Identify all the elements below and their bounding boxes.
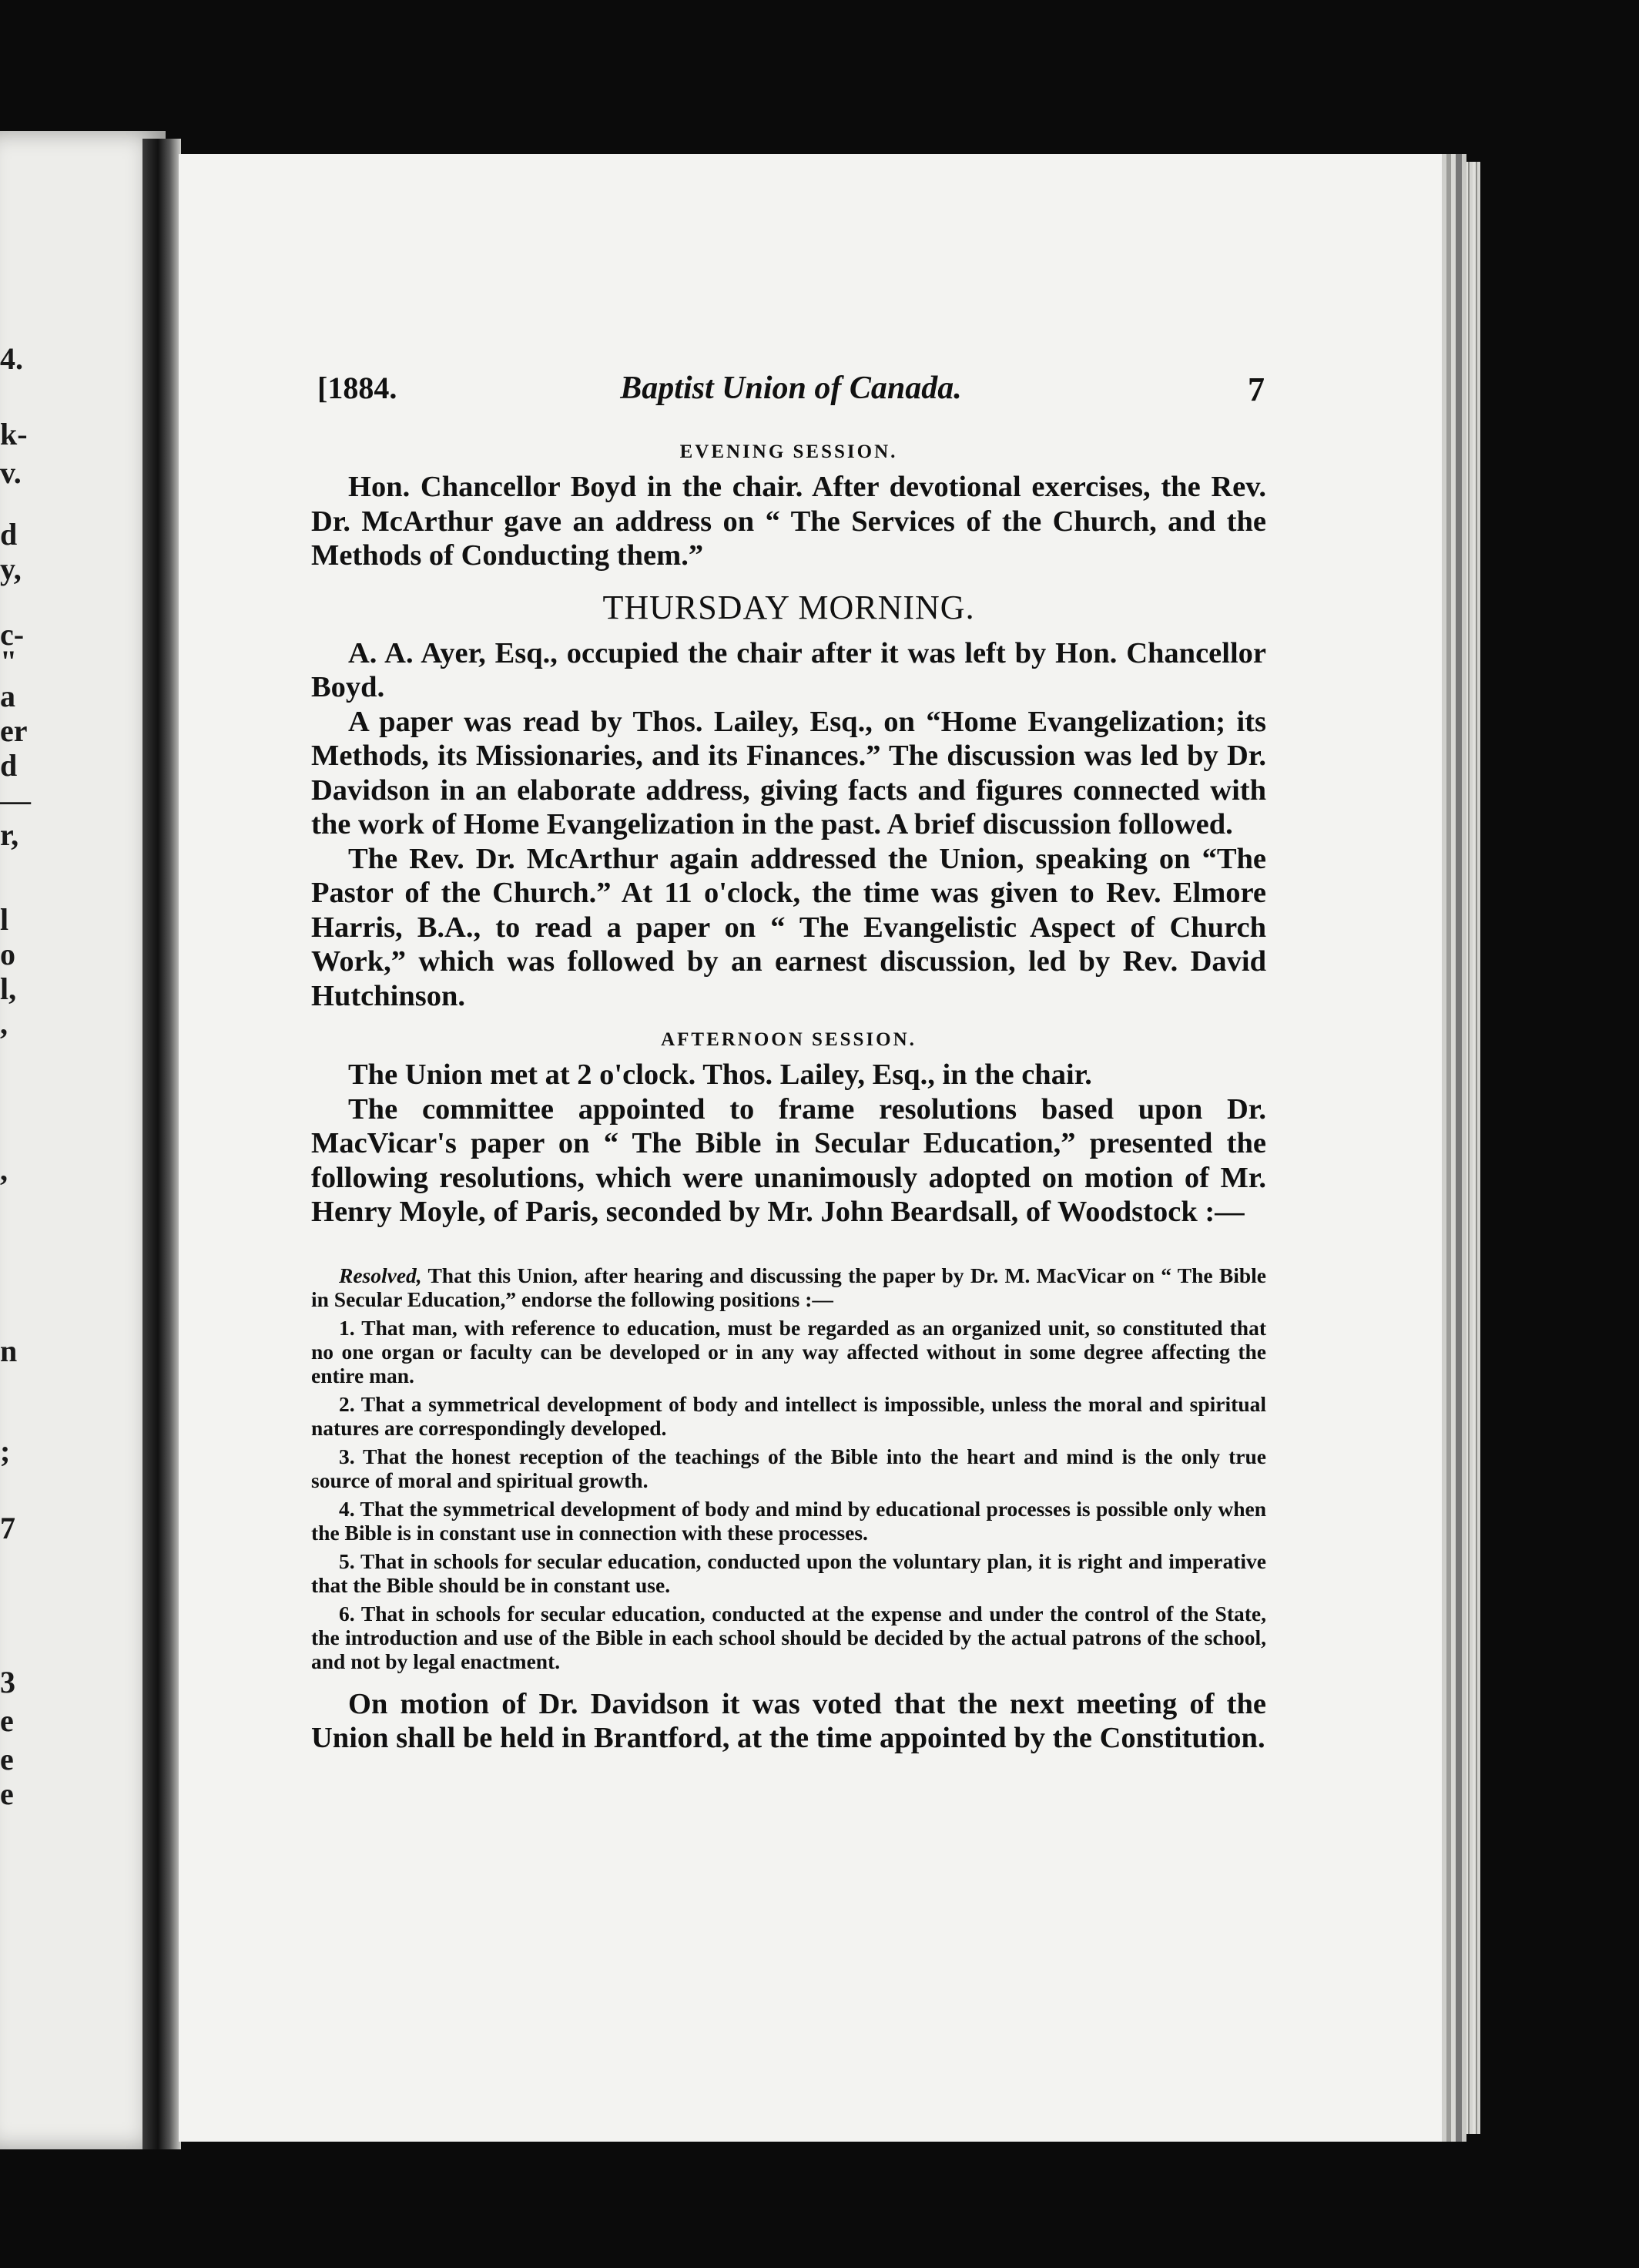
left-fragment: e bbox=[0, 1703, 14, 1738]
book-gutter bbox=[142, 139, 181, 2149]
thursday-paragraph-3: The Rev. Dr. McArthur again addressed the Union, speaking on “The Pastor of the Church.” At 11 o'clock, the time was given to Rev. Elmore Harris, B.A., to read a paper on “ The Evangelistic Aspect of Church Work,” which was followed by an earnest discussion, led by Rev. David Hutchinson. bbox=[311, 842, 1266, 1012]
left-fragment: " bbox=[0, 644, 18, 679]
resolution-item: 1. That man, with reference to education, must be regarded as an organized unit, so constituted that no one organ or faculty can be developed or in any way affected without in some degree affecting the entire man. bbox=[311, 1315, 1266, 1387]
page-edges bbox=[1442, 162, 1480, 2134]
resolution-item: 5. That in schools for secular education, conducted upon the voluntary plan, it is right and imperative that the Bible should be in constant use. bbox=[311, 1548, 1266, 1597]
left-fragment: e bbox=[0, 1776, 14, 1811]
left-fragment: ; bbox=[0, 1434, 11, 1468]
left-fragment: — bbox=[0, 783, 31, 817]
left-fragment: l, bbox=[0, 971, 17, 1006]
left-fragment: e bbox=[0, 1742, 14, 1776]
left-fragment: , bbox=[0, 1152, 8, 1187]
left-fragment: v. bbox=[0, 455, 22, 490]
thursday-morning-heading: THURSDAY MORNING. bbox=[602, 588, 975, 626]
left-fragment: c- bbox=[0, 617, 25, 652]
evening-session-text: Hon. Chancellor Boyd in the chair. After devotional exercises, the Rev. Dr. McArthur gave an address on “ The Services of the Church, and the Methods of Conducting them.” bbox=[311, 471, 1266, 572]
resolution-item: 3. That the honest reception of the teachings of the Bible into the heart and mind is the only true source of moral and spiritual growth. bbox=[311, 1444, 1266, 1492]
left-fragment: a bbox=[0, 679, 15, 713]
left-fragment: o bbox=[0, 937, 15, 971]
left-fragment: 7 bbox=[0, 1511, 15, 1545]
afternoon-session-heading: AFTERNOON SESSION. bbox=[661, 1029, 917, 1050]
left-fragment: 4. bbox=[0, 341, 23, 376]
afternoon-paragraph-2: The committee appointed to frame resolutions based upon Dr. MacVicar's paper on “ The Bible in Secular Education,” presented the following resolutions, which were unanimously adopted on motion of Mr. Henry Moyle, of Paris, seconded by Mr. John Beardsall, of Woodstock :— bbox=[311, 1092, 1266, 1228]
header-title: Baptist Union of Canada. bbox=[620, 371, 962, 406]
page-body bbox=[311, 439, 1266, 1756]
left-fragment: er bbox=[0, 713, 28, 748]
page-number: 7 bbox=[1248, 371, 1265, 408]
previous-page-edge bbox=[0, 131, 166, 2149]
resolution-intro-text: That this Union, after hearing and discussing the paper by Dr. M. MacVicar on “ The Bible in Secular Education,” endorse the following positions :— bbox=[311, 1263, 1266, 1311]
left-fragment: n bbox=[0, 1334, 18, 1368]
closing-paragraph: On motion of Dr. Davidson it was voted that the next meeting of the Union shall be held in Brantford, at the time appointed by the Constitution. bbox=[311, 1687, 1266, 1754]
left-fragment: d bbox=[0, 748, 18, 783]
left-fragment: k- bbox=[0, 417, 28, 451]
running-header bbox=[317, 370, 1265, 416]
left-fragment: l bbox=[0, 902, 9, 937]
resolution-item: 4. That the symmetrical development of body and mind by educational processes is possible only when the Bible is in constant use in connection with these processes. bbox=[311, 1496, 1266, 1545]
evening-session-heading: EVENING SESSION. bbox=[679, 441, 898, 462]
thursday-paragraph-1: A. A. Ayer, Esq., occupied the chair after it was left by Hon. Chancellor Boyd. bbox=[311, 636, 1266, 703]
left-fragment: r, bbox=[0, 817, 19, 852]
resolution-item: 2. That a symmetrical development of body and intellect is impossible, unless the moral and spiritual natures are correspondingly developed. bbox=[311, 1391, 1266, 1440]
left-fragment: 3 bbox=[0, 1665, 15, 1699]
left-fragment: d bbox=[0, 517, 18, 552]
afternoon-paragraph-1: The Union met at 2 o'clock. Thos. Lailey, Esq., in the chair. bbox=[348, 1059, 1092, 1091]
left-fragment: , bbox=[0, 1006, 8, 1041]
left-fragment: y, bbox=[0, 552, 22, 586]
resolution-intro bbox=[311, 1263, 1266, 1311]
header-year: [1884. bbox=[317, 371, 397, 405]
resolved-label: Resolved, bbox=[339, 1263, 422, 1287]
resolutions-block bbox=[311, 1263, 1266, 1673]
resolution-item: 6. That in schools for secular education, conducted at the expense and under the control of the State, the introduction and use of the Bible in each school should be decided by the actual patrons of the school, and not by legal enactment. bbox=[311, 1601, 1266, 1673]
thursday-paragraph-2: A paper was read by Thos. Lailey, Esq., on “Home Evangelization; its Methods, its Missionaries, and its Finances.” The discussion was led by Dr. Davidson in an elaborate address, giving facts and figures connected with the work of Home Evangelization in the past. A brief discussion followed. bbox=[311, 705, 1266, 840]
